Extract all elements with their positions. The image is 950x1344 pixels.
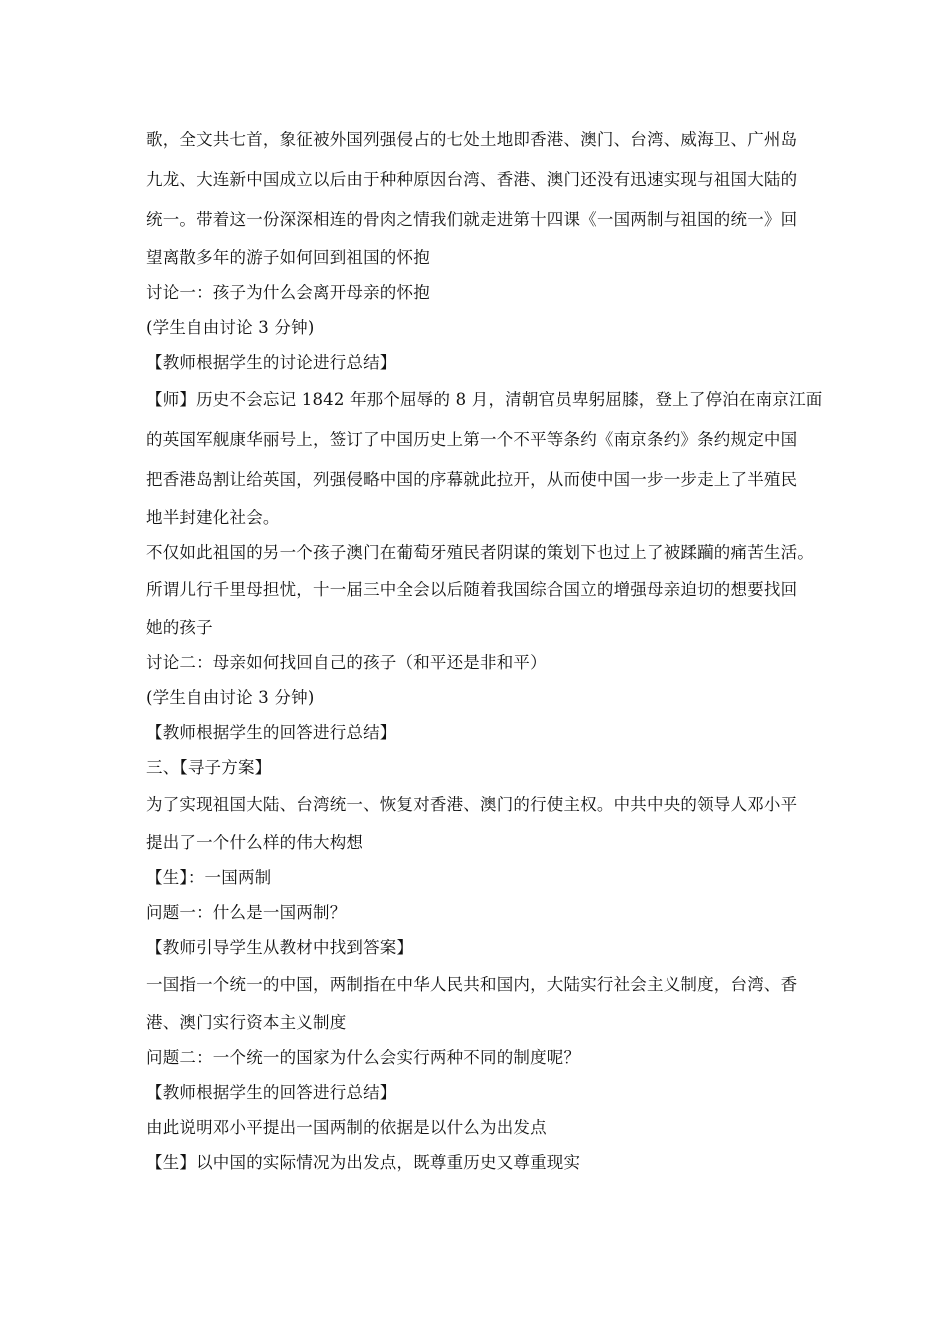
text-line: 歌，全文共七首，象征被外国列强侵占的七处土地即香港、澳门、台湾、威海卫、广州岛 [146,130,798,149]
text-line: 讨论一：孩子为什么会离开母亲的怀抱 [146,283,430,302]
text-line: 港、澳门实行资本主义制度 [146,1013,347,1032]
text-line: 一国指一个统一的中国，两制指在中华人民共和国内，大陆实行社会主义制度，台湾、香 [146,975,798,994]
text-line: 的英国军舰康华丽号上，签订了中国历史上第一个不平等条约《南京条约》条约规定中国 [146,430,798,449]
text-line: 【教师引导学生从教材中找到答案】 [146,938,414,957]
text-line: 提出了一个什么样的伟大构想 [146,833,364,852]
text-line: 【教师根据学生的回答进行总结】 [146,1083,397,1102]
text-line: 【教师根据学生的讨论进行总结】 [146,353,397,372]
text-line: (学生自由讨论 3 分钟) [146,688,315,707]
text-line: 【生】以中国的实际情况为出发点，既尊重历史又尊重现实 [146,1153,581,1172]
text-line: 讨论二：母亲如何找回自己的孩子（和平还是非和平） [146,653,547,672]
text-line: 问题二：一个统一的国家为什么会实行两种不同的制度呢？ [146,1048,581,1067]
document-body [146,120,826,1180]
text-line: 望离散多年的游子如何回到祖国的怀抱 [146,248,430,267]
text-line: (学生自由讨论 3 分钟) [146,318,315,337]
text-line: 问题一：什么是一国两制？ [146,903,347,922]
text-line: 统一。带着这一份深深相连的骨肉之情我们就走进第十四课《一国两制与祖国的统一》回 [146,210,798,229]
text-line: 【教师根据学生的回答进行总结】 [146,723,397,742]
text-line: 三、【寻子方案】 [146,758,272,777]
text-line: 她的孩子 [146,618,213,637]
text-line: 地半封建化社会。 [146,508,280,527]
text-line: 【师】历史不会忘记 1842 年那个屈辱的 8 月，清朝官员卑躬屈膝，登上了停泊在南京江面 [146,390,823,409]
text-line: 所谓儿行千里母担忧，十一届三中全会以后随着我国综合国立的增强母亲迫切的想要找回 [146,580,798,599]
text-line: 为了实现祖国大陆、台湾统一、恢复对香港、澳门的行使主权。中共中央的领导人邓小平 [146,795,798,814]
text-line: 【生】：一国两制 [146,868,272,887]
text-line: 把香港岛割让给英国，列强侵略中国的序幕就此拉开，从而使中国一步一步走上了半殖民 [146,470,798,489]
text-line: 由此说明邓小平提出一国两制的依据是以什么为出发点 [146,1118,547,1137]
text-line: 不仅如此祖国的另一个孩子澳门在葡萄牙殖民者阴谋的策划下也过上了被蹂躏的痛苦生活。 [146,543,814,562]
text-line: 九龙、大连新中国成立以后由于种种原因台湾、香港、澳门还没有迅速实现与祖国大陆的 [146,170,798,189]
